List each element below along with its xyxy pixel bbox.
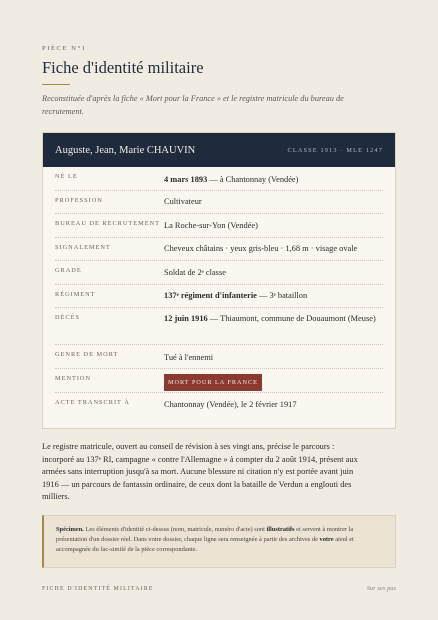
row-label: SIGNALEMENT: [55, 244, 111, 251]
page-title: Fiche d'identité militaire: [42, 58, 204, 77]
row-label: GENRE DE MORT: [55, 351, 119, 358]
class-matricule: CLASSE 1913 · MLE 1247: [287, 146, 383, 154]
note-part3: aïeul et accompagnée du fac-similé de la pièce correspondante.: [56, 536, 354, 554]
value-rest: — à Chantonnay (Vendée): [207, 175, 299, 184]
note-bold1: illustratifs: [266, 526, 295, 533]
row-death: [55, 308, 383, 345]
row-label: GRADE: [55, 267, 82, 274]
row-recruitment: [55, 214, 383, 238]
row-value: Cultivateur: [164, 197, 202, 206]
row-value: [164, 312, 383, 325]
row-label: BUREAU DE RECRUTEMENT: [55, 220, 160, 227]
row-value: Tué à l'ennemi: [164, 353, 214, 362]
value-bold: 137ᵉ régiment d'infanterie: [164, 291, 257, 300]
title-rule: [42, 84, 70, 85]
eyebrow-label: PIÈCE N°1: [42, 45, 87, 52]
soldier-name: Auguste, Jean, Marie CHAUVIN: [55, 144, 196, 156]
row-label: MENTION: [55, 375, 92, 382]
row-value: Chantonnay (Vendée), le 2 février 1917: [164, 400, 297, 409]
row-value: Soldat de 2ᵉ classe: [164, 268, 226, 277]
body-paragraph: Le registre matricule, ouvert au conseil de révision à ses vingt ans, précise le parcours : incorporé au 137ᵉ RI, campagne « contre l'Allemagne » à compter du 2 août 1914, présent aux armées sans interruption jusqu'à sa mort. Aucune blessure ni citation n'y est portée avant juin 1916 — un parcours de fantassin ordinaire, de ceux dont la bataille de Verdun a englouti des milliers.: [42, 442, 358, 502]
row-profession: [55, 191, 383, 214]
row-label: ACTE TRANSCRIT À: [55, 399, 130, 406]
footer-brand: Sur ses pas: [366, 585, 396, 592]
row-value: [164, 289, 383, 302]
page-subtitle: Reconstituée d'après la fiche « Mort pour la France » et le registre matricule du bureau de recrutement.: [42, 94, 344, 116]
row-description: [55, 238, 383, 261]
row-transcribed: [55, 393, 383, 417]
row-born: [55, 167, 383, 191]
note-lead: Spécimen.: [56, 526, 84, 533]
row-death-type: [55, 345, 383, 369]
row-label: RÉGIMENT: [55, 291, 96, 298]
specimen-note: [42, 515, 396, 568]
row-value: [164, 173, 383, 186]
mort-pour-la-france-badge: MORT POUR LA FRANCE: [164, 374, 262, 391]
value-bold: 4 mars 1893: [164, 175, 208, 184]
row-label: PROFESSION: [55, 197, 103, 204]
card-header: [43, 133, 395, 167]
note-part1: Les éléments d'identité ci-dessus (nom, matricule, numéro d'acte) sont: [83, 526, 267, 533]
row-value: Cheveux châtains · yeux gris-bleu · 1,68 m · visage ovale: [164, 244, 358, 253]
row-rank: [55, 261, 383, 285]
footer-title: FICHE D'IDENTITÉ MILITAIRE: [42, 586, 154, 592]
row-mention: [55, 369, 383, 393]
value-rest: — 3ᵉ bataillon: [256, 291, 308, 300]
note-bold2: votre: [319, 536, 334, 544]
identity-card: [42, 132, 396, 429]
value-bold: 12 juin 1916: [164, 314, 208, 323]
row-value: La Roche-sur-Yon (Vendée): [164, 221, 258, 230]
note-part2: et servent à montrer la présentation d'un dossier réel. Dans votre dossier, chaque ligne sera renseignée à partir des archives de: [56, 526, 354, 544]
value-rest: — Thiaumont, commune de Douaumont (Meuse): [207, 314, 376, 323]
row-value: [164, 374, 383, 391]
row-label: DÉCÈS: [55, 314, 80, 321]
row-regiment: [55, 285, 383, 308]
row-label: NÉ LE: [55, 173, 78, 180]
